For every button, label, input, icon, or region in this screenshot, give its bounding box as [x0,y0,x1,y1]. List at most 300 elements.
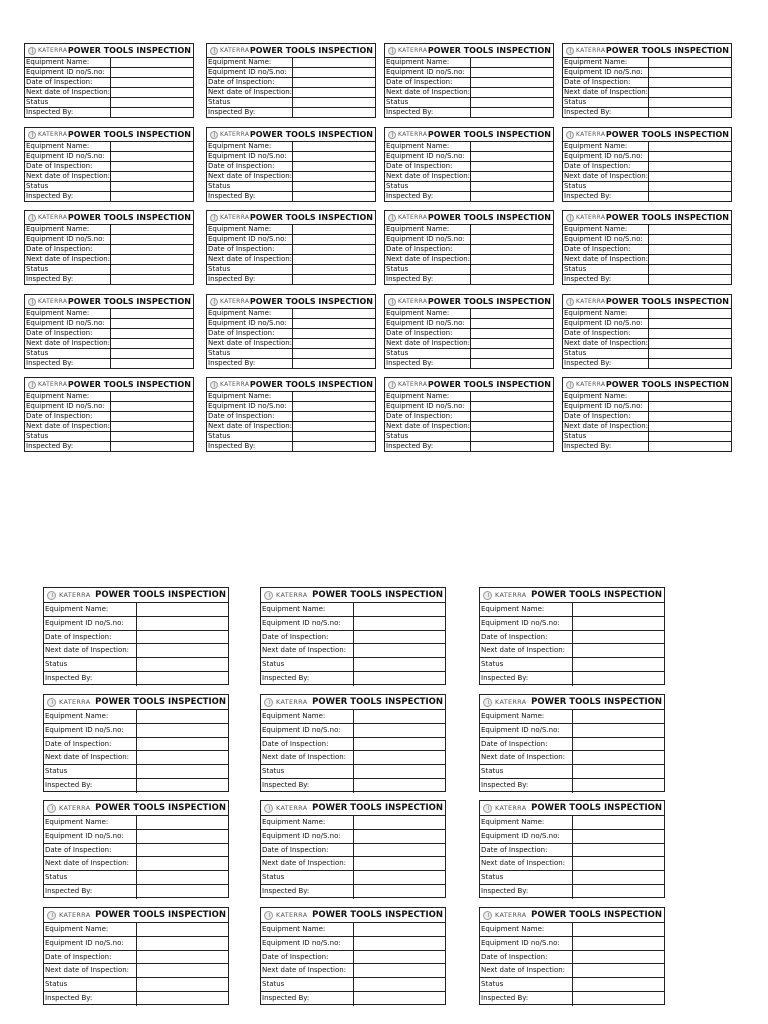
tag-header [261,908,445,923]
field-label: Equipment ID no/S.no: [385,152,471,161]
tag-title: POWER TOOLS INSPECTION [95,697,226,707]
field-label: Next date of Inspection: [564,255,649,263]
brand-name: KATERRA [276,698,308,706]
brand-name: KATERRA [495,911,527,919]
field-row [44,765,228,779]
field-row [207,225,375,235]
field-value-cell [649,182,731,191]
field-value-cell [293,359,375,369]
field-label: Inspected By: [44,779,137,793]
field-row [261,658,445,672]
katerra-logo [210,214,249,222]
tag-header [261,801,445,816]
field-value-cell [649,255,731,264]
field-row [261,617,445,631]
tag-title: POWER TOOLS INSPECTION [249,297,373,306]
katerra-logo-icon [28,131,36,139]
katerra-logo [566,381,605,389]
field-row [385,359,553,369]
field-row [480,603,664,617]
field-label: Equipment ID no/S.no: [44,830,137,843]
field-label: Next date of Inspection: [26,422,111,430]
tag-header [261,588,445,603]
field-row [25,275,193,285]
katerra-logo [566,131,605,139]
field-label: Next date of Inspection: [208,88,293,96]
field-label: Date of Inspection: [563,245,649,254]
tag-header [44,908,228,923]
field-label: Equipment ID no/S.no: [207,152,293,161]
field-value-cell [354,710,445,723]
katerra-logo-icon [566,381,574,389]
field-label: Inspected By: [261,672,354,686]
field-row [207,442,375,452]
field-value-cell [471,98,553,107]
katerra-logo [566,298,605,306]
field-label: Next date of Inspection: [564,422,649,430]
brand-name: KATERRA [220,298,250,305]
field-row [385,152,553,162]
field-row [207,339,375,349]
katerra-logo [388,381,427,389]
inspection-tag-small [206,43,376,118]
field-label: Equipment ID no/S.no: [563,402,649,411]
field-value-cell [354,885,445,899]
katerra-logo-icon [210,381,218,389]
katerra-logo-icon [483,911,492,920]
katerra-logo-icon [210,214,218,222]
field-label: Equipment Name: [385,309,471,318]
tag-header [480,695,664,710]
field-row [207,245,375,255]
field-label: Date of Inspection: [385,329,471,338]
inspection-tag-large [43,800,229,898]
tag-header [25,211,193,225]
field-row [480,710,664,724]
field-row [563,422,731,432]
field-label: Next date of Inspection: [44,644,137,657]
inspection-tag-large [43,694,229,792]
field-row [261,631,445,645]
field-label: Status [385,349,471,358]
field-value-cell [471,275,553,285]
field-label: Equipment Name: [385,142,471,151]
tag-title: POWER TOOLS INSPECTION [531,590,662,600]
field-row [207,402,375,412]
tag-header [44,801,228,816]
field-value-cell [293,349,375,358]
field-label: Inspected By: [385,108,471,118]
field-row [480,857,664,871]
tag-header [480,801,664,816]
tag-header [25,128,193,142]
brand-name: KATERRA [38,381,68,388]
field-row [480,871,664,885]
field-label: Date of Inspection: [207,78,293,87]
field-row [480,765,664,779]
field-row [25,442,193,452]
field-row [44,844,228,858]
field-value-cell [111,412,193,421]
tag-header [480,588,664,603]
katerra-logo [388,214,427,222]
field-row [44,672,228,686]
field-value-cell [293,225,375,234]
katerra-logo-icon [47,911,56,920]
katerra-logo [388,131,427,139]
field-label: Status [261,765,354,778]
field-value-cell [649,152,731,161]
field-label: Equipment ID no/S.no: [385,319,471,328]
field-row [563,329,731,339]
field-value-cell [111,265,193,274]
field-label: Next date of Inspection: [564,88,649,96]
inspection-tag-large [260,907,446,1005]
field-label: Equipment Name: [261,923,354,936]
field-row [385,162,553,172]
field-label: Status [563,98,649,107]
field-row [207,309,375,319]
field-value-cell [649,192,731,202]
brand-name: KATERRA [576,131,606,138]
inspection-tag-small [562,43,732,118]
field-label: Status [261,658,354,671]
field-value-cell [137,978,228,991]
field-value-cell [293,192,375,202]
field-label: Inspected By: [563,359,649,369]
field-label: Status [44,871,137,884]
field-row [44,978,228,992]
tag-header [385,378,553,392]
field-row [207,58,375,68]
field-row [385,68,553,78]
field-row [385,319,553,329]
field-row [480,951,664,965]
field-row [480,844,664,858]
field-label: Status [25,182,111,191]
tag-header [207,211,375,225]
brand-name: KATERRA [38,47,68,54]
field-value-cell [111,349,193,358]
field-label: Equipment Name: [25,58,111,67]
field-value-cell [354,844,445,857]
field-label: Inspected By: [207,192,293,202]
field-value-cell [471,392,553,401]
katerra-logo-icon [566,47,574,55]
field-value-cell [573,937,664,950]
field-value-cell [649,319,731,328]
field-row [563,58,731,68]
field-row [385,225,553,235]
field-value-cell [649,172,731,181]
field-row [480,992,664,1006]
field-row [25,152,193,162]
field-label: Next date of Inspection: [44,751,137,764]
field-value-cell [293,339,375,348]
field-label: Inspected By: [480,992,573,1006]
field-label: Inspected By: [385,359,471,369]
field-label: Status [207,265,293,274]
field-value-cell [573,644,664,657]
field-value-cell [354,937,445,950]
field-row [261,951,445,965]
field-label: Next date of Inspection: [564,172,649,180]
field-row [261,964,445,978]
field-row [480,830,664,844]
tag-title: POWER TOOLS INSPECTION [605,380,729,389]
field-row [25,359,193,369]
field-value-cell [293,68,375,77]
field-row [207,412,375,422]
field-row [25,422,193,432]
tag-header [385,211,553,225]
katerra-logo-icon [388,47,396,55]
field-label: Equipment Name: [563,225,649,234]
field-label: Equipment Name: [385,225,471,234]
field-value-cell [111,235,193,244]
field-row [25,255,193,265]
katerra-logo-icon [28,214,36,222]
field-value-cell [471,319,553,328]
field-label: Status [44,658,137,671]
field-label: Status [385,98,471,107]
field-row [563,172,731,182]
field-value-cell [111,58,193,67]
field-row [563,339,731,349]
field-value-cell [354,951,445,964]
brand-name: KATERRA [220,131,250,138]
field-value-cell [111,68,193,77]
tag-title: POWER TOOLS INSPECTION [605,297,729,306]
field-value-cell [573,658,664,671]
field-row [261,672,445,686]
field-value-cell [293,402,375,411]
field-value-cell [573,779,664,793]
brand-name: KATERRA [59,911,91,919]
field-row [207,162,375,172]
field-label: Date of Inspection: [25,245,111,254]
field-row [563,78,731,88]
inspection-tag-small [562,294,732,369]
field-row [207,275,375,285]
field-value-cell [471,422,553,431]
field-label: Equipment ID no/S.no: [563,68,649,77]
field-row [25,309,193,319]
katerra-logo [28,381,67,389]
field-label: Next date of Inspection: [26,172,111,180]
field-value-cell [649,235,731,244]
brand-name: KATERRA [495,804,527,812]
field-label: Inspected By: [261,779,354,793]
field-row [25,339,193,349]
field-row [25,329,193,339]
brand-name: KATERRA [59,698,91,706]
field-row [563,182,731,192]
field-value-cell [111,402,193,411]
field-value-cell [471,142,553,151]
field-label: Date of Inspection: [563,329,649,338]
field-row [44,724,228,738]
field-label: Inspected By: [25,275,111,285]
field-value-cell [471,245,553,254]
field-label: Inspected By: [563,108,649,118]
field-row [207,392,375,402]
field-value-cell [573,751,664,764]
field-row [563,359,731,369]
field-value-cell [573,844,664,857]
field-label: Date of Inspection: [44,844,137,857]
field-value-cell [471,359,553,369]
field-row [261,779,445,793]
field-row [25,192,193,202]
field-row [261,765,445,779]
field-row [261,857,445,871]
field-label: Date of Inspection: [480,738,573,751]
field-value-cell [354,978,445,991]
inspection-tag-small [206,294,376,369]
field-label: Next date of Inspection: [480,857,573,870]
field-row [385,58,553,68]
field-row [25,432,193,442]
tag-header [25,295,193,309]
field-label: Date of Inspection: [261,738,354,751]
brand-name: KATERRA [59,804,91,812]
field-row [385,392,553,402]
tag-title: POWER TOOLS INSPECTION [312,590,443,600]
field-value-cell [354,751,445,764]
field-row [563,142,731,152]
field-row [385,108,553,118]
field-value-cell [649,78,731,87]
field-value-cell [111,329,193,338]
field-value-cell [354,617,445,630]
field-value-cell [471,329,553,338]
field-row [44,751,228,765]
field-row [261,738,445,752]
field-label: Equipment ID no/S.no: [25,319,111,328]
field-value-cell [137,857,228,870]
brand-name: KATERRA [220,47,250,54]
field-value-cell [649,68,731,77]
field-label: Equipment ID no/S.no: [563,235,649,244]
field-label: Inspected By: [25,192,111,202]
field-value-cell [354,871,445,884]
field-value-cell [573,992,664,1006]
field-label: Equipment Name: [261,603,354,616]
tag-header [207,295,375,309]
tag-title: POWER TOOLS INSPECTION [67,213,191,222]
field-row [261,816,445,830]
tag-title: POWER TOOLS INSPECTION [95,910,226,920]
field-row [25,142,193,152]
field-label: Inspected By: [261,885,354,899]
field-row [385,98,553,108]
field-label: Next date of Inspection: [386,339,471,347]
field-label: Equipment ID no/S.no: [261,937,354,950]
field-label: Status [480,765,573,778]
field-label: Status [207,98,293,107]
field-label: Equipment Name: [44,923,137,936]
field-label: Status [385,432,471,441]
field-value-cell [649,432,731,441]
field-value-cell [137,844,228,857]
field-value-cell [573,951,664,964]
field-value-cell [111,432,193,441]
field-row [261,644,445,658]
field-row [44,951,228,965]
katerra-logo-icon [264,591,273,600]
katerra-logo-icon [264,804,273,813]
field-value-cell [471,172,553,181]
field-value-cell [649,162,731,171]
field-value-cell [111,78,193,87]
field-label: Equipment Name: [25,142,111,151]
field-row [563,442,731,452]
katerra-logo-icon [483,698,492,707]
field-value-cell [354,765,445,778]
field-row [480,738,664,752]
inspection-tag-small [562,210,732,285]
field-label: Equipment ID no/S.no: [480,937,573,950]
field-value-cell [573,871,664,884]
field-label: Equipment ID no/S.no: [25,402,111,411]
katerra-logo [264,804,307,813]
field-row [385,402,553,412]
field-label: Date of Inspection: [480,844,573,857]
field-label: Inspected By: [563,192,649,202]
field-value-cell [137,631,228,644]
field-value-cell [111,275,193,285]
field-value-cell [471,192,553,202]
tag-header [25,44,193,58]
field-value-cell [573,816,664,829]
field-row [480,978,664,992]
katerra-logo [483,591,526,600]
field-row [385,422,553,432]
field-label: Date of Inspection: [207,329,293,338]
field-value-cell [111,309,193,318]
field-value-cell [111,88,193,97]
field-row [480,779,664,793]
field-value-cell [137,724,228,737]
field-value-cell [293,412,375,421]
field-value-cell [471,58,553,67]
brand-name: KATERRA [38,131,68,138]
field-value-cell [354,603,445,616]
field-row [44,617,228,631]
field-value-cell [293,329,375,338]
field-value-cell [649,392,731,401]
field-value-cell [137,885,228,899]
field-value-cell [137,964,228,977]
field-label: Equipment ID no/S.no: [385,68,471,77]
field-label: Inspected By: [385,275,471,285]
field-row [563,88,731,98]
field-label: Equipment ID no/S.no: [480,617,573,630]
tag-title: POWER TOOLS INSPECTION [427,213,551,222]
inspection-tag-large [260,800,446,898]
katerra-logo-icon [210,298,218,306]
field-value-cell [471,349,553,358]
field-row [25,319,193,329]
katerra-logo-icon [47,591,56,600]
field-label: Equipment Name: [207,392,293,401]
field-row [25,182,193,192]
tag-title: POWER TOOLS INSPECTION [249,380,373,389]
katerra-logo [388,47,427,55]
field-row [385,432,553,442]
field-value-cell [471,108,553,118]
